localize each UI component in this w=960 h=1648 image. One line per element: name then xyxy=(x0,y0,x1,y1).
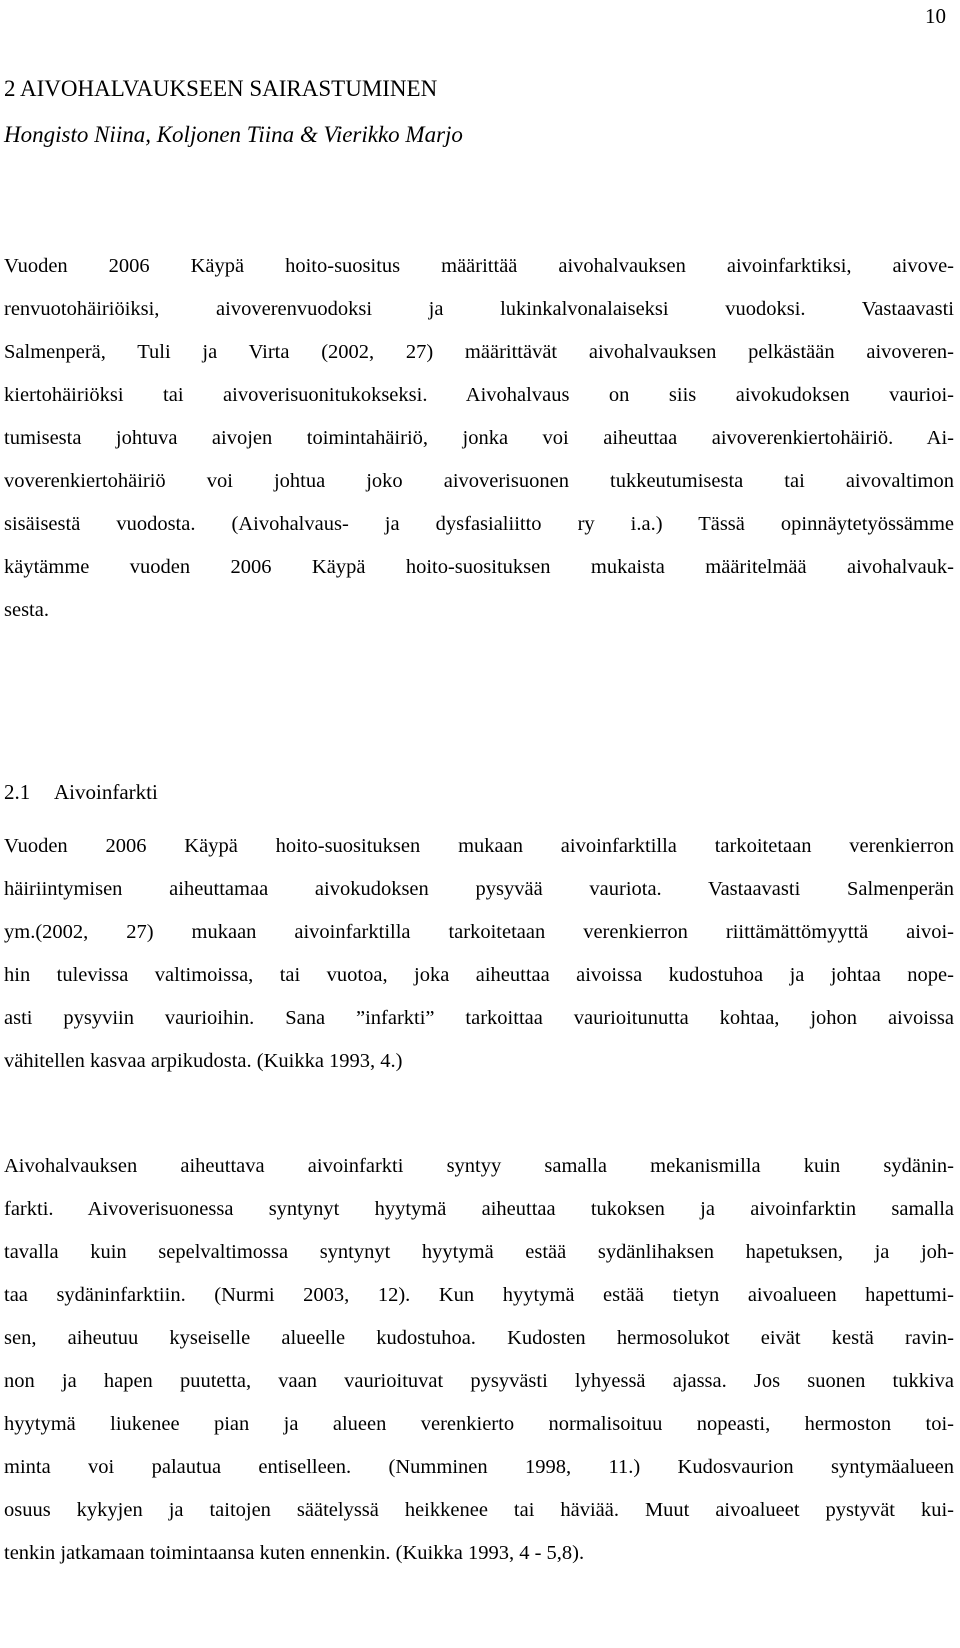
text-line: Vuoden 2006 Käypä hoito-suositus määrittää aivohalvauksen aivoinfarktiksi, aivove- xyxy=(4,255,954,277)
text-line: Salmenperä, Tuli ja Virta (2002, 27) määrittävät aivohalvauksen pelkästään aivoveren- xyxy=(4,341,954,363)
text-line: renvuotohäiriöiksi, aivoverenvuodoksi ja lukinkalvonalaiseksi vuodoksi. Vastaavasti xyxy=(4,298,954,320)
text-line: farkti. Aivoverisuonessa syntynyt hyytymä aiheuttaa tukoksen ja aivoinfarktin samalla xyxy=(4,1198,954,1220)
text-line: kiertohäiriöksi tai aivoverisuonitukokseksi. Aivohalvaus on siis aivokudoksen vaurioi- xyxy=(4,384,954,406)
section-number: 2.1 xyxy=(4,780,31,804)
text-line: hin tulevissa valtimoissa, tai vuotoa, joka aiheuttaa aivoissa kudostuhoa ja johtaa nope- xyxy=(4,964,954,986)
text-line: taa sydäninfarktiin. (Nurmi 2003, 12). Kun hyytymä estää tietyn aivoalueen hapettumi- xyxy=(4,1284,954,1306)
text-line: vähitellen kasvaa arpikudosta. (Kuikka 1993, 4.) xyxy=(4,1050,403,1072)
text-line: sesta. xyxy=(4,599,49,621)
section-title: Aivoinfarkti xyxy=(54,780,158,804)
text-line: minta voi palautua entiselleen. (Numminen 1998, 11.) Kudosvaurion syntymäalueen xyxy=(4,1456,954,1478)
text-line: ym.(2002, 27) mukaan aivoinfarktilla tarkoitetaan verenkierron riittämättömyyttä aivoi- xyxy=(4,921,954,943)
text-line: asti pysyviin vaurioihin. Sana ”infarkti” tarkoittaa vaurioitunutta kohtaa, johon aivoissa xyxy=(4,1007,954,1029)
paragraph-infarct-mechanism xyxy=(4,1145,954,1575)
text-line: Vuoden 2006 Käypä hoito-suosituksen mukaan aivoinfarktilla tarkoitetaan verenkierron xyxy=(4,835,954,857)
text-line: käytämme vuoden 2006 Käypä hoito-suosituksen mukaista määritelmää aivohalvauk- xyxy=(4,556,954,578)
text-line: tenkin jatkamaan toimintaansa kuten ennenkin. (Kuikka 1993, 4 - 5,8). xyxy=(4,1542,585,1564)
text-line: tavalla kuin sepelvaltimossa syntynyt hyytymä estää sydänlihaksen hapetuksen, ja joh- xyxy=(4,1241,954,1263)
text-line: voverenkiertohäiriö voi johtua joko aivoverisuonen tukkeutumisesta tai aivovaltimon xyxy=(4,470,954,492)
text-line: sen, aiheutuu kyseiselle alueelle kudostuhoa. Kudosten hermosolukot eivät kestä ravin- xyxy=(4,1327,954,1349)
text-line: hyytymä liukenee pian ja alueen verenkierto normalisoituu nopeasti, hermoston toi- xyxy=(4,1413,954,1435)
paragraph-infarct-definition xyxy=(4,825,954,1083)
paragraph-definition xyxy=(4,245,954,632)
text-line: Aivohalvauksen aiheuttava aivoinfarkti syntyy samalla mekanismilla kuin sydänin- xyxy=(4,1155,954,1177)
chapter-authors: Hongisto Niina, Koljonen Tiina & Vierikko Marjo xyxy=(4,122,463,147)
text-line: häiriintymisen aiheuttamaa aivokudoksen pysyvää vauriota. Vastaavasti Salmenperän xyxy=(4,878,954,900)
text-line: tumisesta johtuva aivojen toimintahäiriö, jonka voi aiheuttaa aivoverenkiertohäiriö. Ai- xyxy=(4,427,954,449)
text-line: sisäisestä vuodosta. (Aivohalvaus- ja dysfasialiitto ry i.a.) Tässä opinnäytetyössämme xyxy=(4,513,954,535)
chapter-title: 2 AIVOHALVAUKSEEN SAIRASTUMINEN xyxy=(4,76,438,101)
page-number: 10 xyxy=(925,4,946,28)
text-line: osuus kykyjen ja taitojen säätelyssä heikkenee tai häviää. Muut aivoalueet pystyvät kui- xyxy=(4,1499,954,1521)
text-line: non ja hapen puutetta, vaan vaurioituvat pysyvästi lyhyessä ajassa. Jos suonen tukkiva xyxy=(4,1370,954,1392)
section-heading xyxy=(4,780,158,805)
